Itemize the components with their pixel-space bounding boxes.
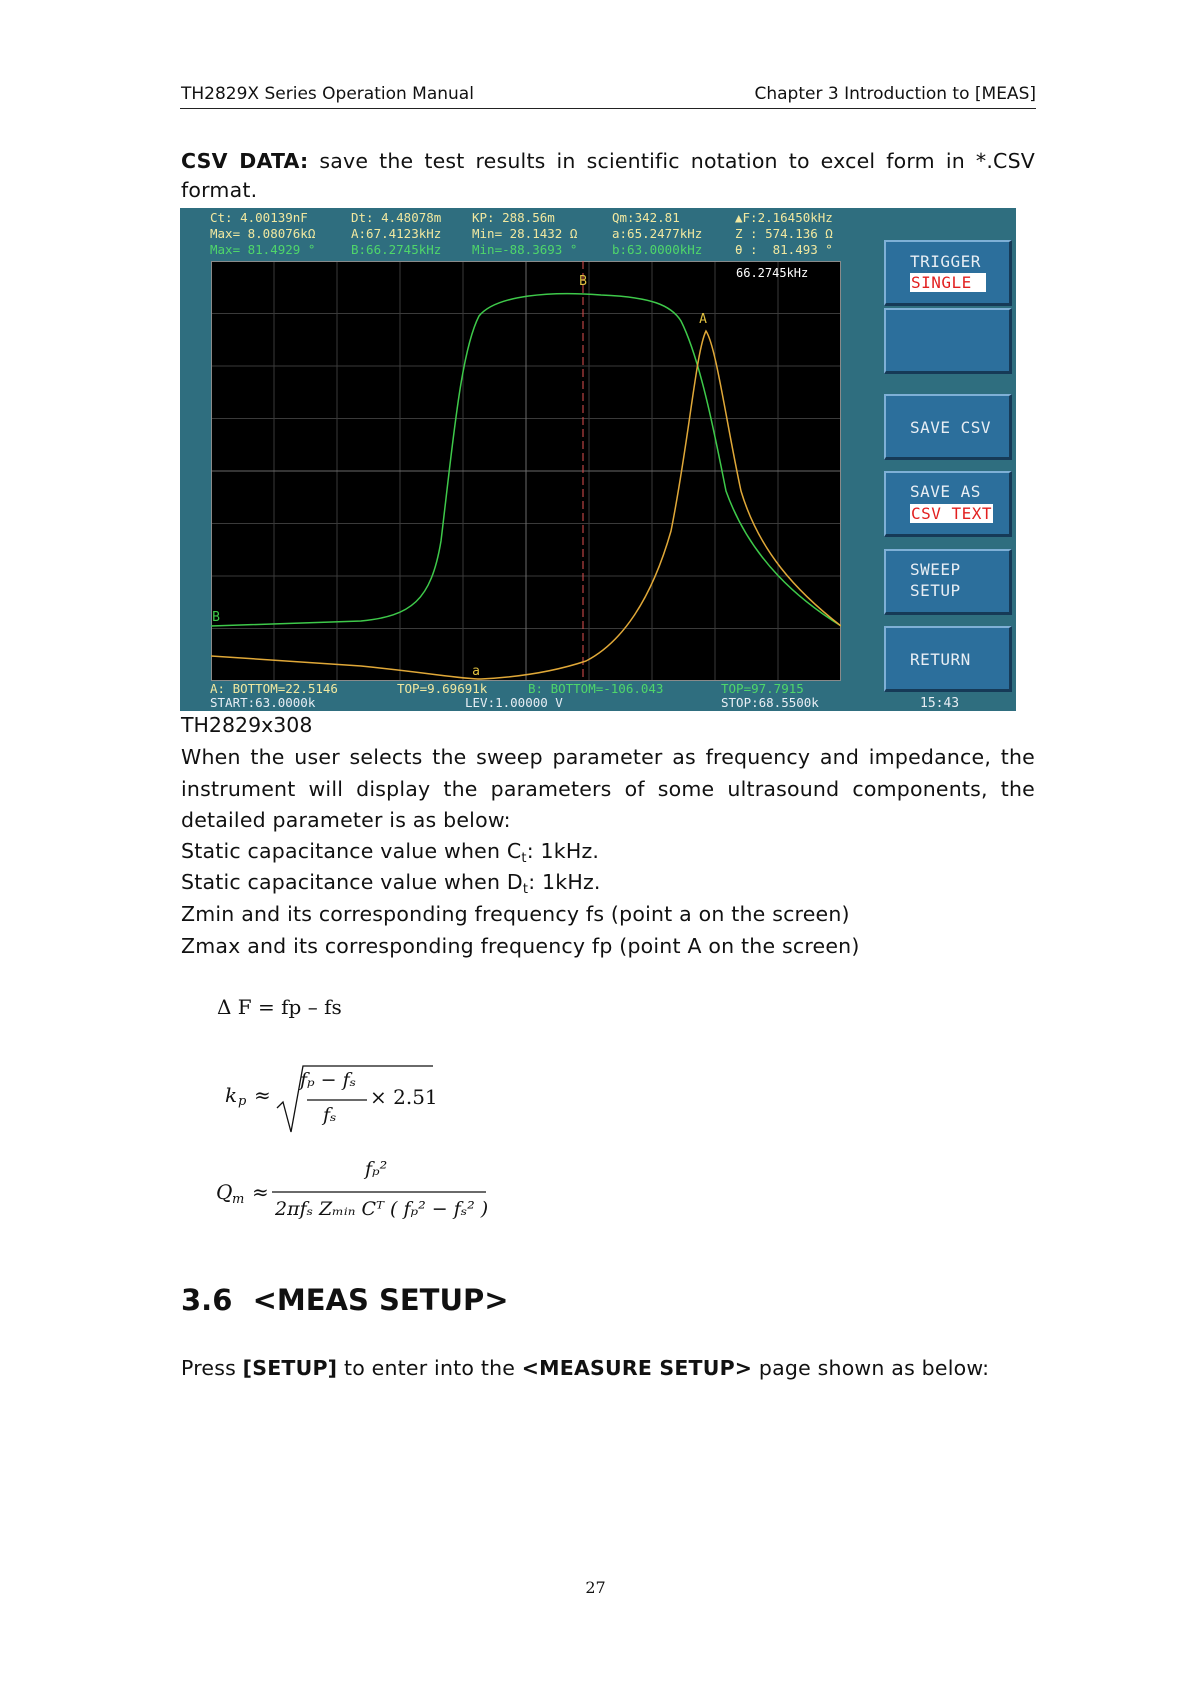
stat-z: Z : 574.136 Ω [735, 226, 833, 241]
level: LEV:1.00000 V [465, 695, 563, 710]
marker-B-label: B [579, 274, 587, 289]
save-csv-softkey[interactable] [884, 394, 1012, 460]
stat-kp: KP: 288.56m [472, 210, 555, 225]
stat-dt: Dt: 4.48078m [351, 210, 442, 225]
csv-data-term: CSV DATA: [181, 149, 309, 173]
stat-theta: θ : 81.493 ° [735, 242, 833, 257]
clock: 15:43 [920, 696, 960, 711]
zmax-line: Zmax and its corresponding frequency fp (point A on the screen) [181, 934, 860, 958]
csv-data-paragraph-line2: format. [181, 178, 258, 202]
sweep-label: SWEEP [910, 560, 961, 579]
stat-b-min: Min=-88.3693 ° [472, 242, 578, 257]
stat-a-max: Max= 8.08076kΩ [210, 226, 316, 241]
stat-a-freq: A:67.4123kHz [351, 226, 442, 241]
sweep-setup-softkey[interactable] [884, 549, 1012, 615]
bottom-a-top: TOP=9.69691k [397, 681, 488, 696]
stat-qm: Qm:342.81 [612, 210, 680, 225]
blank-softkey[interactable] [884, 308, 1012, 374]
trigger-softkey[interactable] [884, 240, 1012, 306]
intro-line-2: instrument will display the parameters of some ultrasound components, the [181, 777, 1035, 801]
intro-line-1: When the user selects the sweep parameter as frequency and impedance, the [181, 745, 1035, 769]
qm-fraction-bar [272, 1190, 487, 1194]
stat-b-freq: B:66.2745kHz [351, 242, 442, 257]
dt-line: Static capacitance value when $D_t$: 1kHz. [181, 870, 601, 897]
intro-line-3: detailed parameter is as below: [181, 808, 511, 832]
bottom-b-top: TOP=97.7915 [721, 681, 804, 696]
marker-b-label: B [212, 610, 220, 625]
save-as-softkey[interactable] [884, 471, 1012, 537]
stat-a-min: Min= 28.1432 Ω [472, 226, 578, 241]
page-number: 27 [585, 1578, 606, 1597]
sweep-plot-svg [211, 261, 841, 681]
setup-paragraph: Press [SETUP] to enter into the <MEASURE SETUP> page shown as below: [181, 1356, 990, 1380]
zmin-line: Zmin and its corresponding frequency fs (point a on the screen) [181, 902, 850, 926]
csv-data-paragraph-line1 [181, 146, 1035, 178]
header-rule [180, 108, 1036, 109]
return-softkey[interactable] [884, 626, 1012, 692]
setup-label: SETUP [910, 581, 961, 600]
save-as-label: SAVE AS [910, 482, 981, 501]
return-label: RETURN [910, 650, 971, 669]
plot-axes [211, 261, 841, 681]
stat-b-max: Max= 81.4929 ° [210, 242, 316, 257]
save-csv-label: SAVE CSV [910, 418, 992, 437]
trigger-label: TRIGGER [910, 252, 981, 271]
figure-caption: TH2829x308 [181, 713, 313, 737]
stat-a-small-freq: a:65.2477kHz [612, 226, 703, 241]
cursor-frequency-readout: 66.2745kHz [736, 266, 809, 280]
marker-A-label: A [699, 312, 707, 327]
sweep-stop: STOP:68.5500k [721, 695, 819, 710]
running-header-left: TH2829X Series Operation Manual [181, 84, 474, 104]
marker-a-label: a [472, 664, 480, 679]
bottom-a-bottom: A: BOTTOM=22.5146 [210, 681, 338, 696]
delta-f-formula: Δ F = fp – fs [217, 995, 342, 1019]
section-heading: 3.6 <MEAS SETUP> [181, 1283, 509, 1317]
stat-ct: Ct: 4.00139nF [210, 210, 308, 225]
bottom-b-bottom: B: BOTTOM=-106.043 [528, 681, 664, 696]
csv-data-description: save the test results in scientific notation to excel form in *.CSV [308, 149, 1036, 173]
instrument-screen [180, 208, 1016, 711]
stat-b-small-freq: b:63.0000kHz [612, 242, 703, 257]
sweep-plot [211, 261, 841, 681]
trigger-value: SINGLE [910, 273, 986, 292]
ct-line: Static capacitance value when $C_t$: 1kHz. [181, 839, 600, 866]
running-header-right: Chapter 3 Introduction to [MEAS] [754, 84, 1036, 104]
stat-delta-f: ▲F:2.16450kHz [735, 210, 833, 225]
save-as-value: CSV TEXT [911, 504, 993, 523]
sweep-start: START:63.0000k [210, 695, 316, 710]
